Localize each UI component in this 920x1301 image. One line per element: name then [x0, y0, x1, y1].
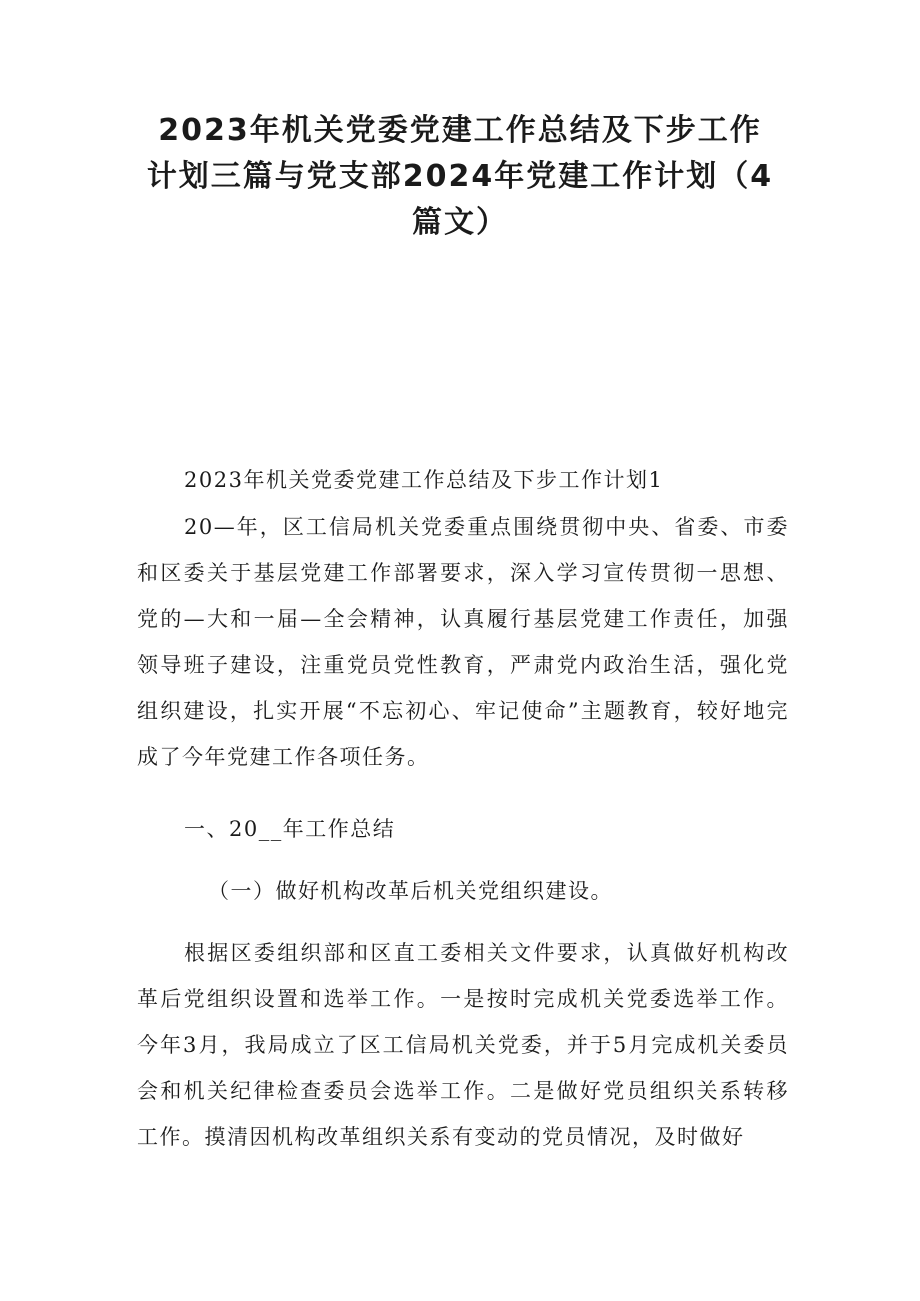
- title-line: 计划三篇与党支部2024年党建工作计划（4: [146, 159, 774, 194]
- subsection-heading: （一）做好机构改革后机关党组织建设。: [208, 879, 613, 903]
- document-title: [120, 108, 800, 246]
- title-line: 篇文）: [412, 205, 508, 240]
- body-paragraph: 20—年，区工信局机关党委重点围绕贯彻中央、省委、市委和区委关于基层党建工作部署要求，深入学习宣传贯彻一思想、党的—大和一届—全会精神，认真履行基层党建工作责任，加强领导班子建设，注重党员党性教育，严肃党内政治生活，强化党组织建设，扎实开展“不忘初心、牢记使命”主题教育，较好地完成了今年党建工作各项任务。: [137, 515, 789, 769]
- section-heading: 一、20__年工作总结: [184, 817, 396, 841]
- section-subtitle: 2023年机关党委党建工作总结及下步工作计划1: [184, 468, 664, 492]
- body-paragraph: 根据区委组织部和区直工委相关文件要求，认真做好机构改革后党组织设置和选举工作。一是按时完成机关党委选举工作。今年3月，我局成立了区工信局机关党委，并于5月完成机关委员会和机关纪律检查委员会选举工作。二是做好党员组织关系转移工作。摸清因机构改革组织关系有变动的党员情况，及时做好: [137, 941, 789, 1149]
- title-line: 2023年机关党委党建工作总结及下步工作: [158, 113, 762, 148]
